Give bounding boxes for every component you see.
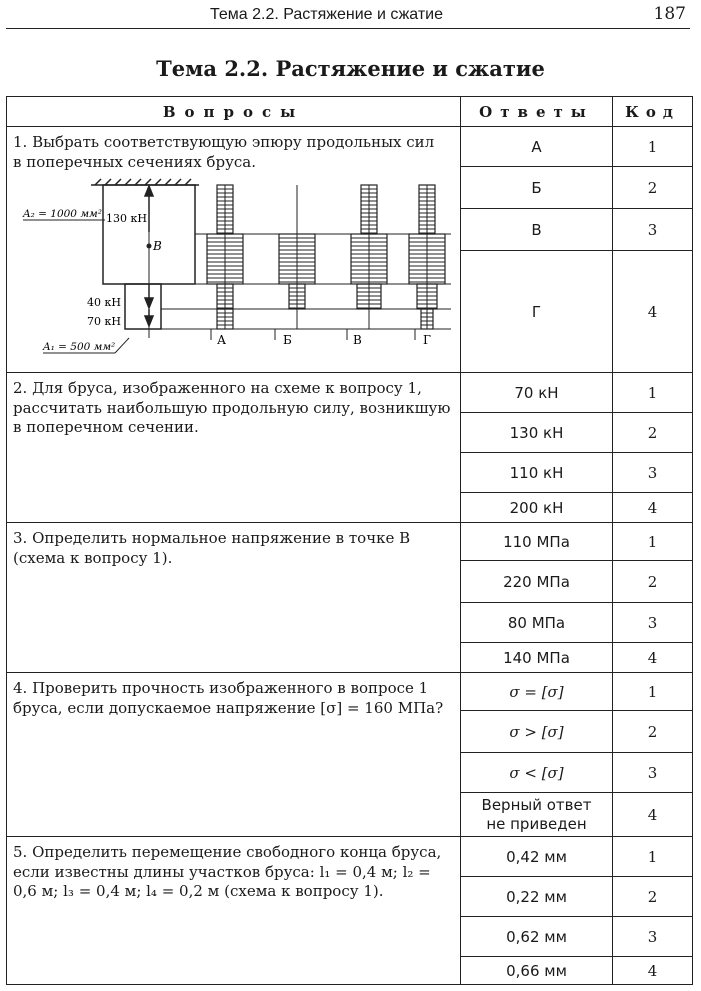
epure-label-v: В	[353, 333, 362, 347]
code-cell: 2	[613, 167, 693, 209]
question-2: 2. Для бруса, изображенного на схеме к вопросу 1, рассчитать наибольшую продольную силу, возникшую в поперечном сечении.	[7, 373, 461, 523]
beam-lower-section	[125, 284, 161, 329]
header-code: Код	[613, 97, 693, 127]
code-cell: 4	[613, 643, 693, 673]
answer-cell: В	[461, 209, 613, 251]
answer-cell: 200 кН	[461, 493, 613, 523]
answer-cell: 110 МПа	[461, 523, 613, 561]
header-answers: Ответы	[461, 97, 613, 127]
force-130-label: 130 кН	[106, 212, 147, 225]
force-70-label: 70 кН	[87, 315, 121, 328]
code-cell: 3	[613, 209, 693, 251]
answer-cell: 0,22 мм	[461, 877, 613, 917]
questions-table	[6, 96, 693, 985]
code-cell: 3	[613, 453, 693, 493]
answer-cell: Б	[461, 167, 613, 209]
force-40-label: 40 кН	[87, 296, 121, 309]
code-cell: 3	[613, 917, 693, 957]
epure-b	[279, 185, 315, 329]
answer-cell: 0,42 мм	[461, 837, 613, 877]
header-questions: Вопросы	[7, 97, 461, 127]
point-b-marker	[147, 244, 152, 249]
point-b-label: B	[153, 239, 162, 253]
epure-label-b: Б	[283, 333, 292, 347]
code-cell: 1	[613, 127, 693, 167]
code-cell: 1	[613, 523, 693, 561]
code-cell: 4	[613, 957, 693, 985]
area-lower-label: A₁ = 500 мм²	[43, 341, 116, 353]
epure-label-a: А	[217, 333, 227, 347]
fixed-support	[91, 179, 199, 185]
table-row	[7, 523, 693, 561]
answer-cell: 80 МПа	[461, 603, 613, 643]
epure-label-g: Г	[423, 333, 431, 347]
table-row	[7, 127, 693, 167]
code-cell: 2	[613, 561, 693, 603]
code-cell: 4	[613, 793, 693, 837]
answer-cell: А	[461, 127, 613, 167]
epure-a	[207, 185, 243, 329]
answer-cell: σ = [σ]	[461, 673, 613, 711]
answer-cell: 220 МПа	[461, 561, 613, 603]
page-title: Тема 2.2. Растяжение и сжатие	[156, 56, 545, 81]
question-4: 4. Проверить прочность изображенного в вопросе 1 бруса, если допускаемое напряжение [σ] = 160 МПа?	[7, 673, 461, 837]
table-row	[7, 837, 693, 877]
code-cell: 3	[613, 753, 693, 793]
question-3: 3. Определить нормальное напряжение в точке B (схема к вопросу 1).	[7, 523, 461, 673]
code-cell: 1	[613, 837, 693, 877]
table-row	[7, 673, 693, 711]
code-cell: 3	[613, 603, 693, 643]
epure-g	[409, 185, 445, 329]
answer-cell: 130 кН	[461, 413, 613, 453]
answer-cell: 0,66 мм	[461, 957, 613, 985]
question-5: 5. Определить перемещение свободного конца бруса, если известны длины участков бруса: l₁ = 0,4 м; l₂ = 0,6 м; l₃ = 0,4 м; l₄ = 0,2 м (схема к вопросу 1).	[7, 837, 461, 985]
answer-cell: σ < [σ]	[461, 753, 613, 793]
answer-text: Верный ответ не приведен	[481, 795, 592, 833]
code-cell: 4	[613, 493, 693, 523]
page-number: 187	[653, 4, 686, 24]
beam-diagram	[13, 178, 453, 358]
code-cell: 1	[613, 373, 693, 413]
answer-cell: 140 МПа	[461, 643, 613, 673]
answer-cell	[461, 793, 613, 837]
epure-v	[351, 185, 387, 329]
table-row	[7, 373, 693, 413]
area-upper-label: A₂ = 1000 мм²	[23, 208, 102, 220]
answer-cell: 70 кН	[461, 373, 613, 413]
code-cell: 4	[613, 251, 693, 373]
force-epures	[207, 185, 445, 329]
code-cell: 2	[613, 711, 693, 753]
code-cell: 2	[613, 877, 693, 917]
question-1	[7, 127, 461, 373]
table-header-row	[7, 97, 693, 127]
answer-cell: σ > [σ]	[461, 711, 613, 753]
running-header	[6, 4, 690, 29]
code-cell: 2	[613, 413, 693, 453]
answer-cell: 0,62 мм	[461, 917, 613, 957]
answer-cell: 110 кН	[461, 453, 613, 493]
answer-cell: Г	[461, 251, 613, 373]
question-text: 1. Выбрать соответствующую эпюру продольных сил в поперечных сечениях бруса.	[13, 133, 435, 171]
running-header-title: Тема 2.2. Растяжение и сжатие	[210, 6, 443, 23]
code-cell: 1	[613, 673, 693, 711]
